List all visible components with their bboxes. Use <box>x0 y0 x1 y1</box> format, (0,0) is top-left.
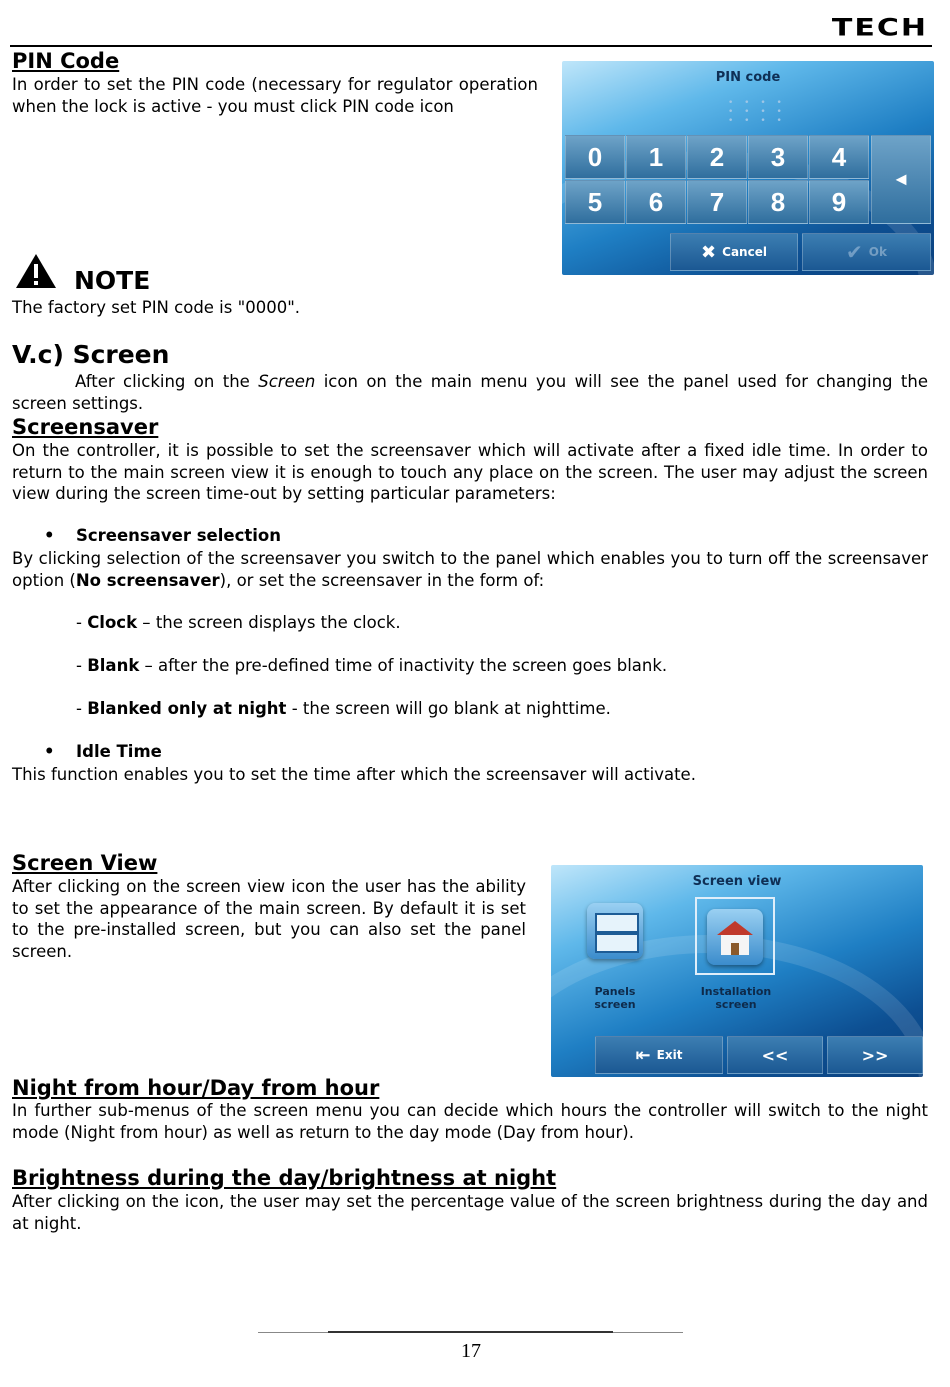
note-text: The factory set PIN code is "0000". <box>12 298 301 317</box>
key-1[interactable]: 1 <box>626 135 686 179</box>
screen-section-intro: After clicking on the Screen icon on the main menu you will see the panel used for changing the screen settings. <box>12 372 928 413</box>
note-label: NOTE <box>74 266 151 295</box>
header-rule <box>10 45 932 47</box>
pin-entry-dots: • • • • • • • • • • • • <box>728 98 786 126</box>
key-9[interactable]: 9 <box>809 180 869 224</box>
screen-view-panel <box>551 865 923 1077</box>
ok-button[interactable] <box>802 233 931 271</box>
installation-screen-option[interactable] <box>691 895 781 1015</box>
screensaver-selection-text: By clicking selection of the screensaver you switch to the panel which enables you to turn off the screensaver option (No screensaver), or set the screensaver in the form of: <box>12 549 928 590</box>
night-day-heading: Night from hour/Day from hour <box>12 1076 380 1100</box>
brightness-text: After clicking on the icon, the user may set the percentage value of the screen brightness during the day and at night. <box>12 1192 928 1233</box>
exit-button[interactable] <box>595 1036 723 1074</box>
page-number: 17 <box>461 1340 481 1362</box>
panels-screen-option[interactable] <box>579 903 651 1015</box>
warning-icon <box>14 252 58 290</box>
checkmark-icon: ✔ <box>846 240 863 264</box>
key-6[interactable]: 6 <box>626 180 686 224</box>
installation-screen-icon <box>695 897 775 975</box>
panels-screen-label: Panels screen <box>594 985 636 1011</box>
screensaver-option-blank: - Blank – after the pre-defined time of inactivity the screen goes blank. <box>76 656 668 675</box>
cancel-button[interactable] <box>670 233 798 271</box>
key-7[interactable]: 7 <box>687 180 747 224</box>
exit-label: Exit <box>656 1048 683 1062</box>
screensaver-option-clock: - Clock – the screen displays the clock. <box>76 613 401 632</box>
pin-code-text: In order to set the PIN code (necessary for regulator operation when the lock is active - you must click PIN code icon <box>12 75 538 116</box>
idle-time-text: This function enables you to set the time after which the screensaver will activate. <box>12 765 696 784</box>
screensaver-option-night: - Blanked only at night - the screen will go blank at nighttime. <box>76 699 611 718</box>
exit-icon: ⇤ <box>635 1044 651 1066</box>
previous-button[interactable]: << <box>727 1036 823 1074</box>
bullet-icon: • <box>44 526 55 545</box>
bullet-icon: • <box>44 742 55 761</box>
key-4[interactable]: 4 <box>809 135 869 179</box>
cancel-label: Cancel <box>722 245 767 259</box>
screensaver-heading: Screensaver <box>12 415 159 439</box>
screen-view-heading: Screen View <box>12 851 158 875</box>
night-day-text: In further sub-menus of the screen menu you can decide which hours the controller will switch to the night mode (Night from hour) as well as return to the day mode (Day from hour). <box>12 1101 928 1142</box>
backspace-key[interactable]: ◄ <box>871 135 931 224</box>
pin-code-heading: PIN Code <box>12 49 120 73</box>
screensaver-selection-title: • Screensaver selection <box>44 526 281 545</box>
panels-screen-icon <box>587 903 643 959</box>
installation-screen-label: Installation screen <box>700 985 772 1011</box>
screen-section-heading: V.c) Screen <box>12 340 170 369</box>
brand-logo: TECH <box>831 14 928 42</box>
idle-time-title: • Idle Time <box>44 742 162 761</box>
house-icon <box>707 909 763 965</box>
key-2[interactable]: 2 <box>687 135 747 179</box>
key-5[interactable]: 5 <box>565 180 625 224</box>
close-icon: ✖ <box>701 241 717 263</box>
key-3[interactable]: 3 <box>748 135 808 179</box>
brightness-heading: Brightness during the day/brightness at night <box>12 1166 557 1190</box>
screen-view-text: After clicking on the screen view icon the user has the ability to set the appearance of the main screen. By default it is set to the pre-installed screen, but you can also set the panel screen. <box>12 877 526 961</box>
footer-rule-dark <box>328 1331 613 1333</box>
next-button[interactable]: >> <box>827 1036 923 1074</box>
pin-panel-title: PIN code <box>715 70 781 85</box>
pin-code-panel <box>562 61 934 275</box>
key-8[interactable]: 8 <box>748 180 808 224</box>
ok-label: Ok <box>868 245 887 259</box>
screen-view-panel-title: Screen view <box>692 874 782 889</box>
screensaver-text: On the controller, it is possible to set the screensaver which will activate after a fixed idle time. In order to return to the main screen view it is enough to touch any place on the screen. The user may adjust the screen view during the screen time-out by setting particular parameters: <box>12 441 928 503</box>
key-0[interactable]: 0 <box>565 135 625 179</box>
